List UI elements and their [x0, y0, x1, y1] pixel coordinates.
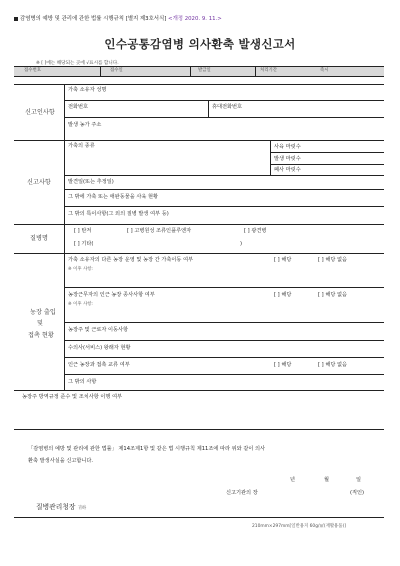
phone-field[interactable]: 전화번호 [68, 104, 89, 110]
signer-label: 신고기관의 장 [226, 490, 258, 496]
rule [64, 100, 384, 101]
recipient-name: 질병관리청장 [36, 503, 76, 511]
form-title: 인수공통감염병 의사환축 발생신고서 [104, 37, 296, 51]
rule [14, 253, 384, 254]
farm-section-label-1: 농장 출입 [30, 309, 56, 316]
special-notes-field[interactable]: 그 밖의 특이사항(그 외의 질병 발생 여부 등) [68, 211, 169, 217]
year-label: 년 [290, 477, 296, 483]
rule [64, 374, 384, 375]
seal-label: (직인) [350, 490, 365, 496]
square-bullet-icon [14, 17, 18, 21]
form-revision: <개정 2020. 9. 11.> [168, 16, 222, 22]
farm-q2-sub: ※ 이후 사항: [68, 302, 93, 307]
rule [14, 84, 384, 85]
report-section-label: 신고사항 [27, 179, 51, 186]
reporter-section-label: 신고인사항 [25, 109, 55, 116]
farm-q2-yes-checkbox[interactable]: [ ] 해당 [274, 292, 292, 298]
farm-q1-sub: ※ 이후 사항: [68, 267, 93, 272]
disease-section-label: 질병명 [30, 235, 48, 242]
rule [14, 429, 384, 430]
divider [100, 67, 101, 76]
farm-q1-no-checkbox[interactable]: [ ] 해당 없음 [318, 257, 348, 263]
livestock-type-field[interactable]: 가축의 종류 [68, 143, 95, 149]
rule [14, 140, 384, 141]
farm-q1-yes-checkbox[interactable]: [ ] 해당 [274, 257, 292, 263]
rule [64, 117, 384, 118]
divider [270, 140, 271, 175]
month-label: 월 [324, 477, 330, 483]
rule [64, 340, 384, 341]
recipient-suffix: 귀하 [77, 506, 87, 511]
rule [64, 206, 384, 207]
rule [64, 175, 384, 176]
declaration-line-1: 「감염병의 예방 및 관리에 관한 법률」 제14조제1항 및 같은 법 시행규칙 제11조에 따라 위와 같이 의사 [28, 446, 266, 452]
onset-date-field[interactable]: 발견일(또는 추정일) [68, 179, 114, 185]
rule [64, 287, 384, 288]
day-label: 일 [356, 477, 362, 483]
paper-spec: 210mm×297mm[일반용지 60g/㎡(재활용품)] [252, 524, 346, 529]
disease-other-close: ) [240, 241, 243, 247]
farm-q1: 가축 소유자의 다른 농장 운영 및 농장 간 가축이동 여부 [68, 257, 194, 263]
check-note: ※ [ ]에는 해당되는 곳에 √표시를 합니다. [36, 61, 119, 66]
receipt-date-label: 접수일 [110, 68, 123, 73]
rule [64, 189, 384, 190]
rule [270, 152, 384, 153]
mobile-field[interactable]: 휴대전화번호 [212, 104, 243, 110]
rule [64, 322, 384, 323]
farm-q2: 농장근무자의 인근 농장 종사사항 여부 [68, 292, 155, 298]
disease-rabies-checkbox[interactable]: [ ] 광견병 [244, 228, 267, 234]
disease-anthrax-checkbox[interactable]: [ ] 탄저 [74, 228, 92, 234]
label-column-divider [64, 84, 65, 253]
farm-q5-yes-checkbox[interactable]: [ ] 해당 [274, 362, 292, 368]
farm-q3[interactable]: 농장주 및 근로자 이동사항 [68, 327, 129, 333]
recipient-label [36, 504, 86, 511]
rule [14, 224, 384, 225]
disease-other-checkbox[interactable]: [ ] 기타( [74, 241, 94, 247]
issue-date-label: 발급일 [198, 68, 211, 73]
divider [255, 67, 256, 76]
farm-q4[interactable]: 수의사(서비스) 왕래자 현황 [68, 345, 131, 351]
period-value: 즉시 [320, 68, 329, 73]
rule [64, 357, 384, 358]
rule [14, 76, 384, 77]
declaration-line-2: 환축 발생사실을 신고합니다. [28, 458, 94, 464]
dead-count-field[interactable]: 폐사 마릿수 [274, 167, 301, 173]
farm-q6[interactable]: 그 밖의 사항 [68, 379, 97, 385]
divider [208, 100, 209, 117]
period-label: 처리기간 [260, 68, 277, 73]
farm-q2-no-checkbox[interactable]: [ ] 해당 없음 [318, 292, 348, 298]
rule [14, 390, 384, 391]
rule [270, 164, 384, 165]
farm-q5-no-checkbox[interactable]: [ ] 해당 없음 [318, 362, 348, 368]
receipt-no-label: 접수번호 [24, 68, 41, 73]
divider [190, 67, 191, 76]
form-header-text: 감염병의 예방 및 관리에 관한 법률 시행규칙 [별지 제3호서식] [20, 16, 167, 22]
disease-hpai-checkbox[interactable]: [ ] 고병원성 조류인플루엔자 [127, 228, 192, 234]
raised-count-field[interactable]: 사육 마릿수 [274, 144, 301, 150]
rule [14, 517, 384, 518]
farm-section-label-3: 접촉 현황 [28, 332, 54, 339]
farm-q5: 인근 농장과 접촉 교류 여부 [68, 362, 130, 368]
farm-address-field[interactable]: 발생 농가 주소 [68, 122, 102, 128]
farm-section-label-2: 및 [37, 320, 43, 327]
onset-count-field[interactable]: 발생 마릿수 [274, 156, 301, 162]
owner-name-field[interactable]: 가축 소유자 성명 [68, 87, 107, 93]
other-livestock-field[interactable]: 그 밖에 가축 또는 애완동물을 사육 현황 [68, 194, 159, 200]
measures-label: 농장주 방역규정 준수 및 조치사항 이행 여부 [22, 394, 123, 400]
form-header [14, 14, 222, 22]
